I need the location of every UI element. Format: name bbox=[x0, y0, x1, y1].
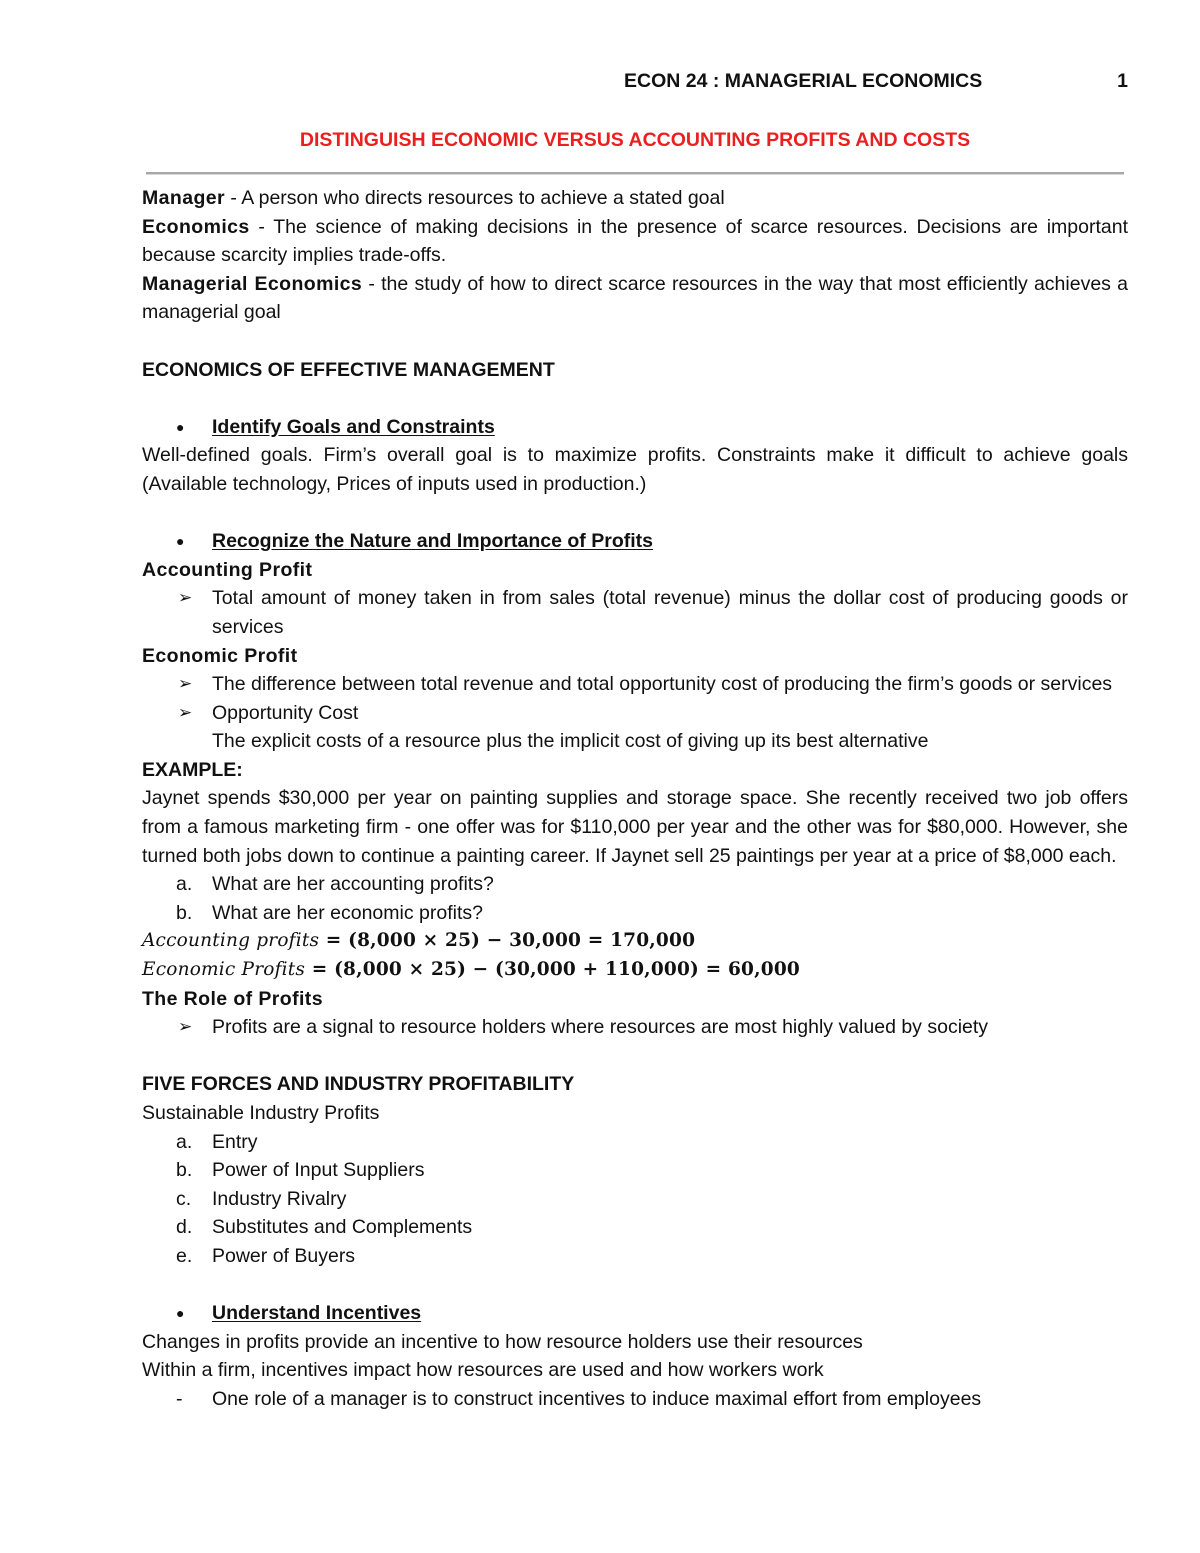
bullet-icon: ● bbox=[176, 418, 185, 435]
question-item: b. What are her economic profits? bbox=[176, 901, 483, 924]
page-header bbox=[142, 70, 1128, 98]
five-forces-item: e. Power of Buyers bbox=[176, 1244, 356, 1267]
opportunity-cost-detail: The explicit costs of a resource plus the implicit cost of giving up its best alternative bbox=[212, 730, 929, 753]
definition-economics: Economics - The science of making decisions in the presence of scarce resources. Decisions are important because scarcity implies trade-offs. bbox=[142, 215, 1128, 267]
example-heading: EXAMPLE: bbox=[142, 758, 243, 781]
bullet-nature-of-profits bbox=[142, 527, 1128, 556]
arrow-icon: ➢ bbox=[178, 588, 193, 608]
five-forces-subheading: Sustainable Industry Profits bbox=[142, 1102, 380, 1124]
accounting-profit-formula: Accounting profits = (8,000 × 25) − 30,000 = 170,000 bbox=[142, 930, 696, 952]
bullet-title: Recognize the Nature and Importance of Profits bbox=[212, 530, 653, 553]
section-heading-effective-management: ECONOMICS OF EFFECTIVE MANAGEMENT bbox=[142, 358, 555, 381]
opportunity-cost-item: ➢ Opportunity Cost bbox=[142, 699, 1128, 728]
bullet-icon: ● bbox=[176, 533, 185, 550]
example-paragraph: Jaynet spends $30,000 per year on painting supplies and storage space. She recently received two job offers from a famous marketing firm - one offer was for $110,000 per year and the other was for $80,000. However, she turned both jobs down to continue a painting career. If Jaynet sell 25 paintings per year at a price of $8,000 each. bbox=[142, 787, 1128, 867]
incentives-dash-item: - One role of a manager is to construct incentives to induce maximal effort from employees bbox=[176, 1387, 982, 1410]
bullet-title: Understand Incentives bbox=[212, 1302, 422, 1325]
definition-managerial-economics: Managerial Economics - the study of how to direct scarce resources in the way that most efficiently achieves a managerial goal bbox=[142, 272, 1129, 324]
arrow-icon: ➢ bbox=[178, 674, 193, 694]
five-forces-item: a. Entry bbox=[176, 1130, 258, 1153]
definition-manager: Manager - A person who directs resources to achieve a stated goal bbox=[142, 187, 725, 209]
incentives-line: Changes in profits provide an incentive to how resource holders use their resources bbox=[142, 1330, 863, 1353]
five-forces-item: d. Substitutes and Complements bbox=[176, 1216, 473, 1239]
course-title: ECON 24 : MANAGERIAL ECONOMICS bbox=[624, 70, 983, 92]
accounting-profit-item: ➢ Total amount of money taken in from sales (total revenue) minus the dollar cost of producing goods or services bbox=[142, 584, 1128, 641]
bullet-icon: ● bbox=[176, 1305, 185, 1322]
bullet-understand-incentives bbox=[142, 1299, 1128, 1328]
economic-profit-item: ➢ The difference between total revenue and total opportunity cost of producing the firm’s goods or services bbox=[142, 670, 1128, 699]
goals-paragraph: Well-defined goals. Firm’s overall goal is to maximize profits. Constraints make it difficult to achieve goals (Available technology, Prices of inputs used in production.) bbox=[142, 444, 1128, 495]
question-item: a. What are her accounting profits? bbox=[176, 873, 494, 896]
arrow-icon: ➢ bbox=[178, 1017, 193, 1037]
arrow-icon: ➢ bbox=[178, 702, 193, 722]
document-title: DISTINGUISH ECONOMIC VERSUS ACCOUNTING PROFITS AND COSTS bbox=[299, 129, 971, 151]
title-divider bbox=[146, 172, 1124, 175]
five-forces-item: b. Power of Input Suppliers bbox=[176, 1159, 425, 1182]
page-number: 1 bbox=[1117, 70, 1128, 92]
economic-profit-heading: Economic Profit bbox=[142, 644, 298, 667]
role-of-profits-item: ➢ Profits are a signal to resource holders where resources are most highly valued by society bbox=[142, 1013, 1128, 1042]
bullet-goals-constraints bbox=[142, 413, 1128, 442]
role-of-profits-heading: The Role of Profits bbox=[142, 987, 323, 1010]
economic-profit-formula: Economic Profits = (8,000 × 25) − (30,000 + 110,000) = 60,000 bbox=[142, 959, 800, 981]
bullet-title: Identify Goals and Constraints bbox=[212, 415, 495, 438]
five-forces-item: c. Industry Rivalry bbox=[176, 1187, 347, 1210]
document-body bbox=[142, 184, 1128, 1414]
accounting-profit-heading: Accounting Profit bbox=[142, 558, 313, 581]
section-heading-five-forces: FIVE FORCES AND INDUSTRY PROFITABILITY bbox=[142, 1073, 575, 1096]
incentives-line: Within a firm, incentives impact how resources are used and how workers work bbox=[142, 1359, 824, 1382]
